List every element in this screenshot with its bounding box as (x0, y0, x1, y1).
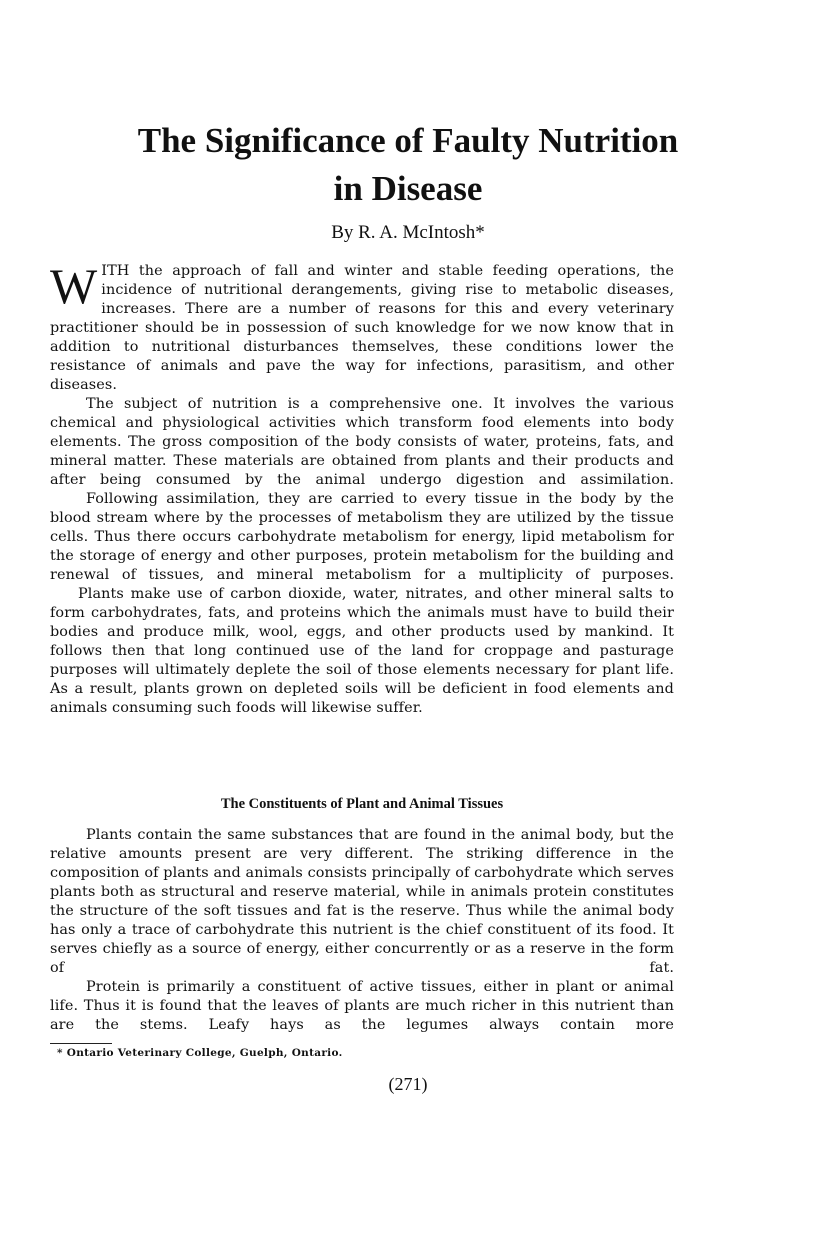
paragraph-3: Following assimilation, they are carried to every tissue in the body by the blood stream where by the processes of metabolism they are utilized by the tissue cells. Thus there occurs carbohydrate metabolism for energy, lipid metabolism for the storage of energy and other purposes, protein metabolism for the building and renewal of tissues, and mineral metabolism for a multiplicity of purposes. (50, 491, 674, 583)
paragraph-1 (50, 258, 674, 395)
drop-cap: W (50, 258, 98, 314)
section-2-body (50, 826, 674, 1035)
article-title-line-1: The Significance of Faulty Nutrition (137, 121, 679, 160)
paragraph-5: Plants contain the same substances that are found in the animal body, but the relative amounts present are very different. The striking difference in the composition of plants and animals consists principally of carbohydrate which serves plants both as structural and reserve material, while in animals protein constitutes the structure of the soft tissues and fat is the reserve. Thus while the animal body has only a trace of carbohydrate this nutrient is the chief constituent of its food. It serves chiefly as a source of energy, either concurrently or as a reserve in the form of fat. (50, 827, 674, 976)
footnote-rule (50, 1043, 112, 1044)
paragraph-1-text: ITH the approach of fall and winter and stable feeding operations, the incidence of nutritional derangements, giving rise to metabolic diseases, increases. There are a number of reasons for this and every veterinary practitioner should be in possession of such knowledge for we now know that in addition to nutritional disturbances themselves, these conditions lower the resistance of animals and pave the way for infections, parasitism, and other diseases. (50, 263, 674, 393)
page-number: (271) (388, 1074, 428, 1094)
article-title-line-2: in Disease (333, 169, 483, 208)
paragraph-6: Protein is primarily a constituent of active tissues, either in plant or animal life. Thus it is found that the leaves of plants are much richer in this nutrient than are the stems. Leafy hays as the legumes always contain more (50, 979, 674, 1033)
author-byline: By R. A. McIntosh* (331, 222, 485, 243)
paragraph-4: Plants make use of carbon dioxide, water, nitrates, and other mineral salts to form carbohydrates, fats, and proteins which the animals must have to build their bodies and produce milk, wool, eggs, and other products used by mankind. It follows then that long continued use of the land for croppage and pasturage purposes will ultimately deplete the soil of those elements necessary for plant life. As a result, plants grown on depleted soils will be deficient in food elements and animals consuming such foods will likewise suffer. (50, 586, 674, 716)
section-heading: The Constituents of Plant and Animal Tissues (220, 796, 504, 812)
section-1-body (50, 258, 674, 718)
paragraph-2: The subject of nutrition is a comprehensive one. It involves the various chemical and physiological activities which transform food elements into body elements. The gross composition of the body consists of water, proteins, fats, and mineral matter. These materials are obtained from plants and their products and after being consumed by the animal undergo digestion and assimilation. (50, 396, 674, 488)
footnote: * Ontario Veterinary College, Guelph, Ontario. (57, 1047, 343, 1059)
